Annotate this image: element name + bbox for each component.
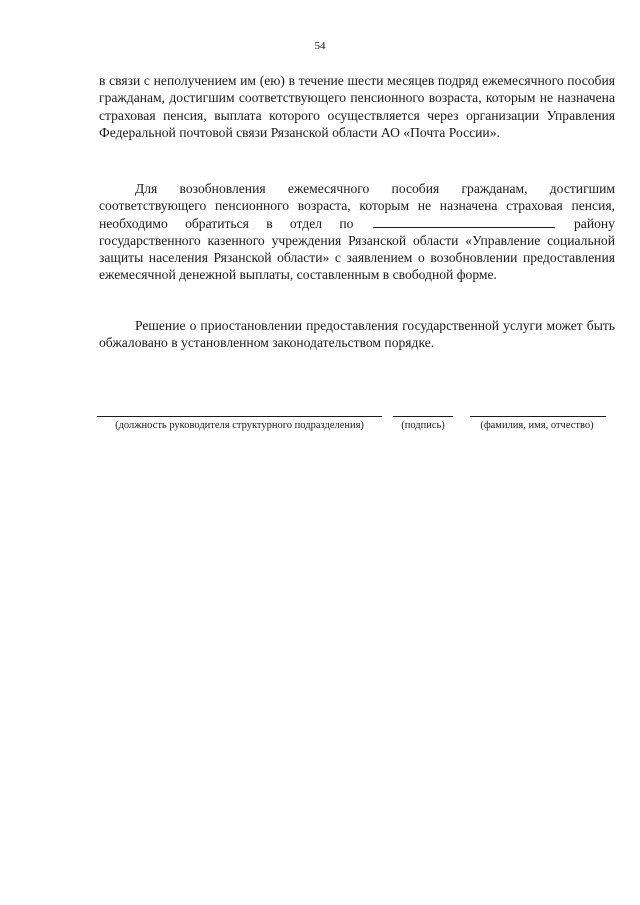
paragraph-text: в связи с неполучением им (ею) в течение шести месяцев подряд ежемесячного пособия гражданам, достигшим соответствующего пенсионного возраста, которым не назначена страховая пенсия, выплата которого осуществляется через организации Управления Федеральной почтовой связи Рязанской области АО «Почта России». [99,73,615,140]
paragraph-text-renewal [99,180,615,284]
paragraph-text-appeal: Решение о приостановлении предоставления государственной услуги может быть обжаловано в установленном законодательством порядке. [99,318,615,351]
position-signature-line [97,416,382,417]
signature-line [393,416,453,417]
paragraph-appeal [99,317,615,352]
signature-caption: (подпись) [401,420,445,431]
paragraph-suspension-reason [99,72,615,141]
paragraph-renewal-instructions [99,180,615,284]
full-name-signature-line [470,416,606,417]
full-name-caption: (фамилия, имя, отчество) [480,420,594,431]
position-caption: (должность руководителя структурного подразделения) [115,420,364,431]
page-number: 54 [314,40,326,52]
renewal-text-end: району государственного казенного учреждения Рязанской области «Управление социальной защиты населения Рязанской области» с заявлением о возобновлении предоставления ежемесячной денежной выплаты, составленным в свободной форме. [99,215,615,283]
district-blank-line [373,215,555,228]
renewal-text-start: Для возобновления ежемесячного пособия гражданам, достигшим соответствующего пенсионного возраста, которым не назначена страховая пенсия, необходимо обратиться в отдел по [99,181,615,231]
